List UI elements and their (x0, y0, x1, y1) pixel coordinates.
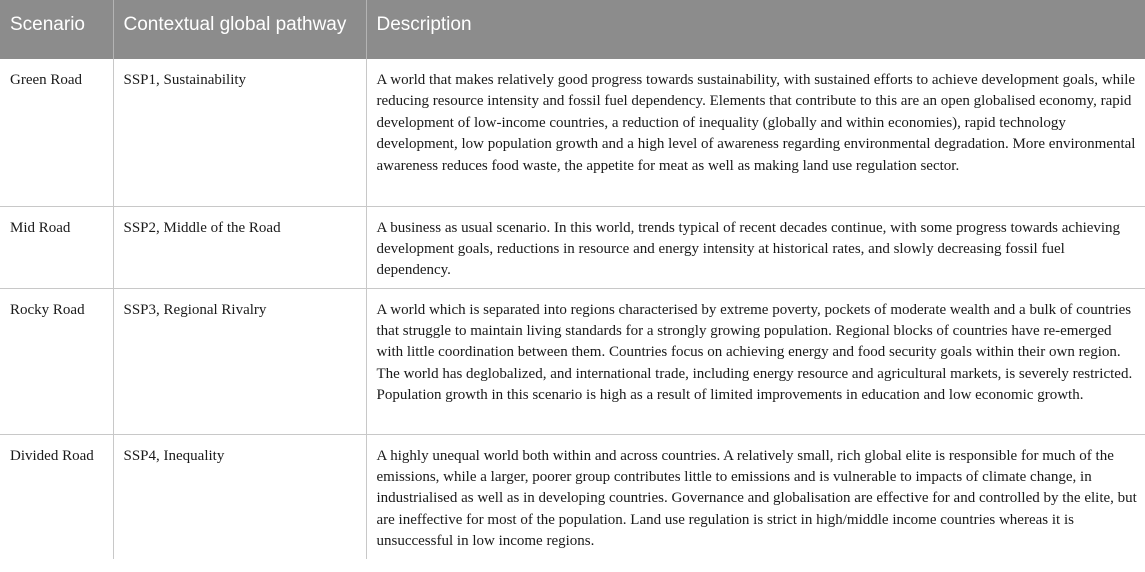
header-row (0, 0, 1145, 59)
table-row (0, 434, 1145, 559)
pathway-cell: SSP3, Regional Rivalry (113, 288, 366, 434)
description-cell: A world which is separated into regions characterised by extreme poverty, pockets of moderate wealth and a bulk of countries that struggle to maintain living standards for a strongly growing population. Regional blocks of countries have re-emerged with little coordination between them. Countries focus on achieving energy and food security goals within their own region. The world has deglobalized, and international trade, including energy resource and agricultural markets, is severely restricted. Population growth in this scenario is high as a result of limited improvements in education and low economic growth. (366, 288, 1145, 434)
table-header (0, 0, 1145, 59)
table-row (0, 206, 1145, 288)
scenario-cell: Rocky Road (0, 288, 113, 434)
header-scenario: Scenario (0, 0, 113, 59)
description-cell: A highly unequal world both within and across countries. A relatively small, rich global elite is responsible for much of the emissions, while a larger, poorer group contributes little to emissions and is vulnerable to impacts of climate change, in industrialised as well as in developing countries. Governance and globalisation are effective for and controlled by the elite, but are ineffective for most of the population. Land use regulation is strict in high/middle income countries whereas it is unsuccessful in low income regions. (376, 447, 1137, 550)
header-description: Description (366, 0, 1145, 59)
pathway-cell: SSP2, Middle of the Road (113, 206, 366, 288)
pathway-cell: SSP4, Inequality (113, 434, 366, 559)
table-row (0, 288, 1145, 434)
scenario-cell: Mid Road (0, 206, 113, 288)
table-body (0, 59, 1145, 559)
scenario-cell: Green Road (0, 59, 113, 206)
header-pathway: Contextual global pathway (113, 0, 366, 59)
table-row (0, 59, 1145, 206)
description-cell: A world that makes relatively good progress towards sustainability, with sustained efforts to achieve development goals, while reducing resource intensity and fossil fuel dependency. Elements that contribute to this are an open globalised economy, rapid development of low-income countries, a reduction of inequality (globally and within economies), rapid technology development, low population growth and a high level of awareness regarding environmental degradation. More environmental awareness reduces food waste, the appetite for meat as well as making land use regulation sector. (366, 59, 1145, 206)
scenario-cell: Divided Road (0, 434, 113, 559)
pathway-cell: SSP1, Sustainability (113, 59, 366, 206)
description-cell: A business as usual scenario. In this world, trends typical of recent decades continue, with some progress towards achieving development goals, reductions in resource and energy intensity at historical rates, and slowly decreasing fossil fuel dependency. (366, 206, 1145, 288)
